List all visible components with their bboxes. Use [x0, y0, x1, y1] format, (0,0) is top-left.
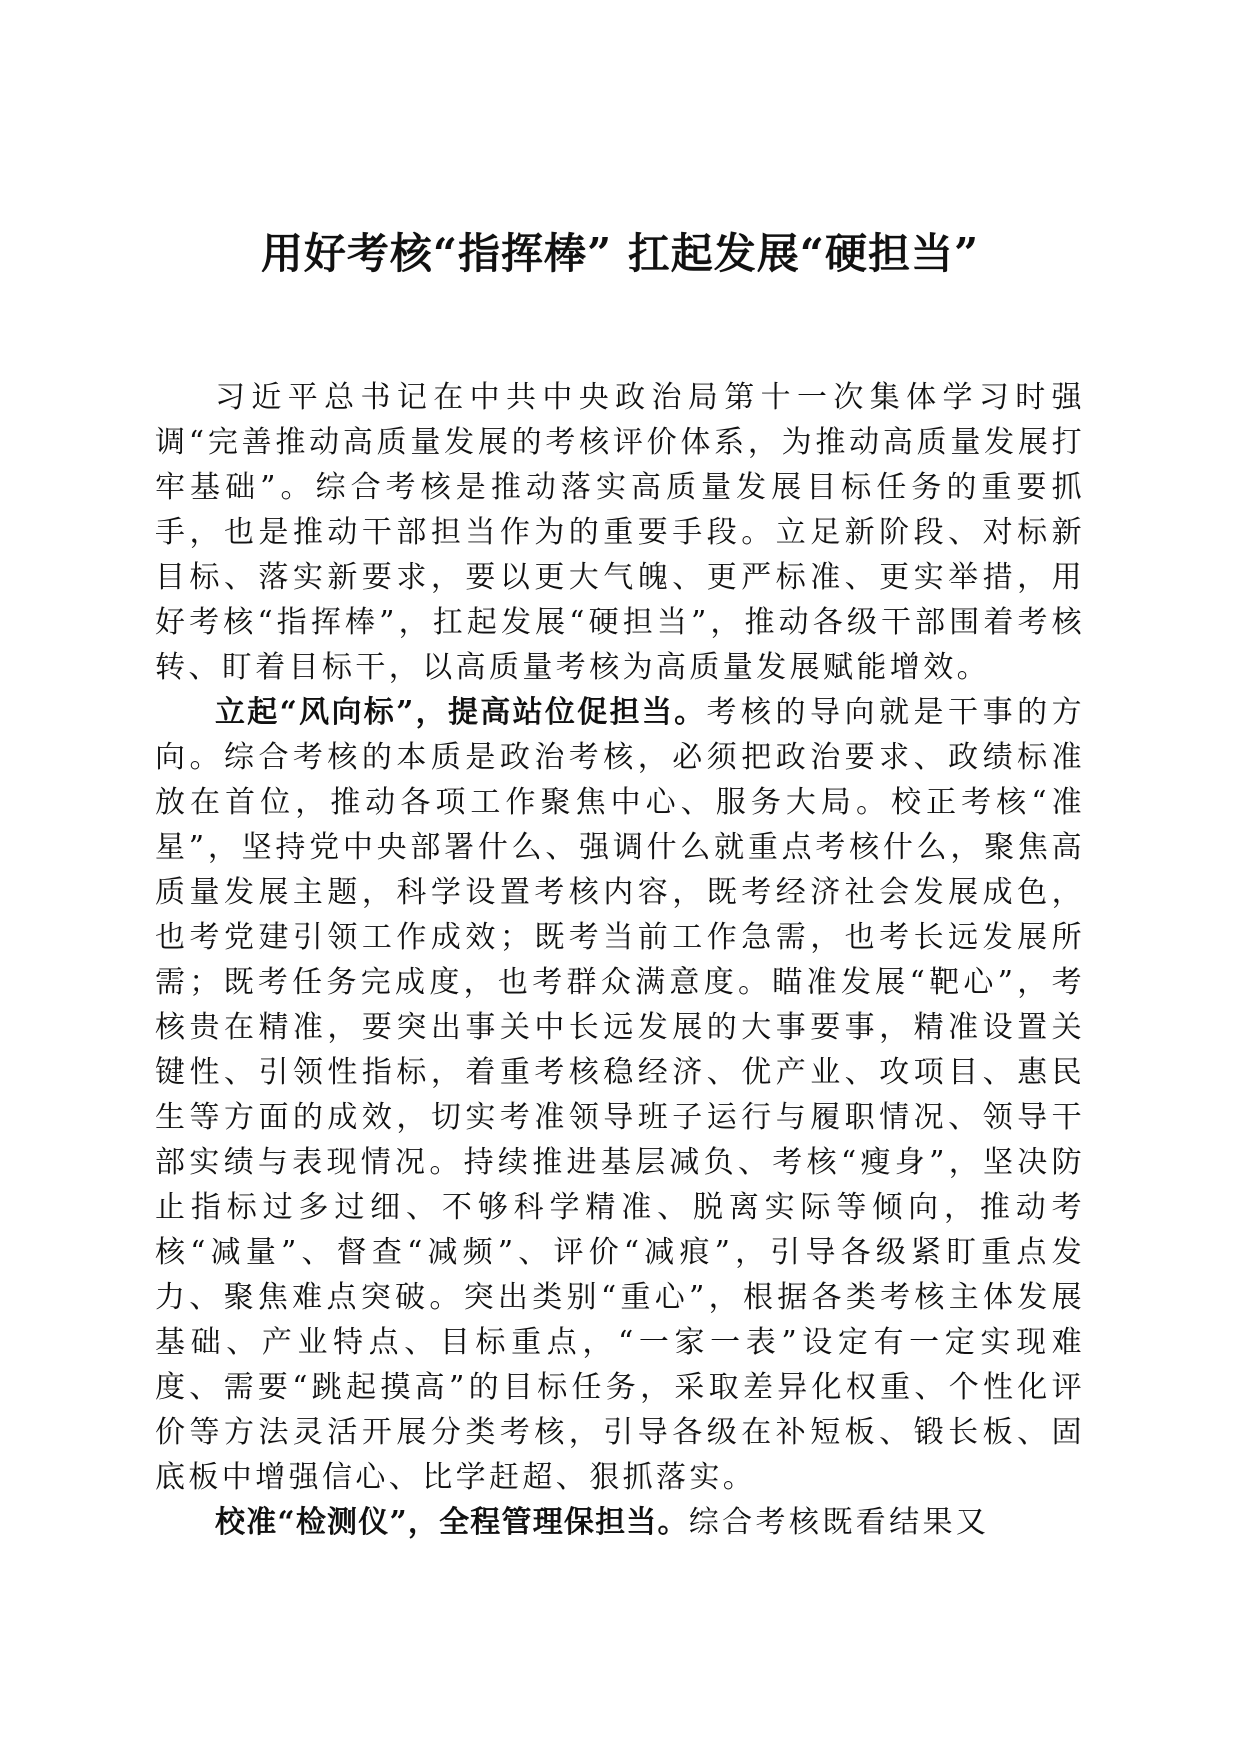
document-title: 用好考核“指挥棒” 扛起发展“硬担当”	[260, 229, 980, 278]
paragraph-text: 考核的导向就是干事的方向。综合考核的本质是政治考核，必须把政治要求、政绩标准放在首位，推动各项工作聚焦中心、服务大局。校正考核“准星”，坚持党中央部署什么、强调什么就重点考核什么，聚焦高质量发展主题，科学设置考核内容，既考经济社会发展成色，也考党建引领工作成效；既考当前工作急需，也考长远发展所需；既考任务完成度，也考群众满意度。瞄准发展“靶心”，考核贵在精准，要突出事关中长远发展的大事要事，精准设置关键性、引领性指标，着重考核稳经济、优产业、攻项目、惠民生等方面的成效，切实考准领导班子运行与履职情况、领导干部实绩与表现情况。持续推进基层减负、考核“瘦身”，坚决防止指标过多过细、不够科学精准、脱离实际等倾向，推动考核“减量”、督查“减频”、评价“减痕”，引导各级紧盯重点发力、聚焦难点突破。突出类别“重心”，根据各类考核主体发展基础、产业特点、目标重点，“一家一表”设定有一定实现难度、需要“跳起摸高”的目标任务，采取差异化权重、个性化评价等方法灵活开展分类考核，引导各级在补短板、锻长板、固底板中增强信心、比学赶超、狠抓落实。	[155, 695, 1085, 1495]
document-body	[155, 375, 1085, 1545]
paragraph-intro	[155, 375, 1085, 690]
paragraph-section-1	[155, 690, 1085, 1500]
paragraph-lead: 校准“检测仪”，全程管理保担当。	[215, 1505, 689, 1540]
paragraph-section-2	[155, 1500, 1085, 1545]
paragraph-lead: 立起“风向标”，提高站位促担当。	[215, 695, 707, 730]
paragraph-text: 综合考核既看结果又	[688, 1505, 990, 1540]
paragraph-text: 习近平总书记在中共中央政治局第十一次集体学习时强调“完善推动高质量发展的考核评价体系，为推动高质量发展打牢基础”。综合考核是推动落实高质量发展目标任务的重要抓手，也是推动干部担当作为的重要手段。立足新阶段、对标新目标、落实新要求，要以更大气魄、更严标准、更实举措，用好考核“指挥棒”，扛起发展“硬担当”，推动各级干部围着考核转、盯着目标干，以高质量考核为高质量发展赋能增效。	[155, 380, 1085, 685]
